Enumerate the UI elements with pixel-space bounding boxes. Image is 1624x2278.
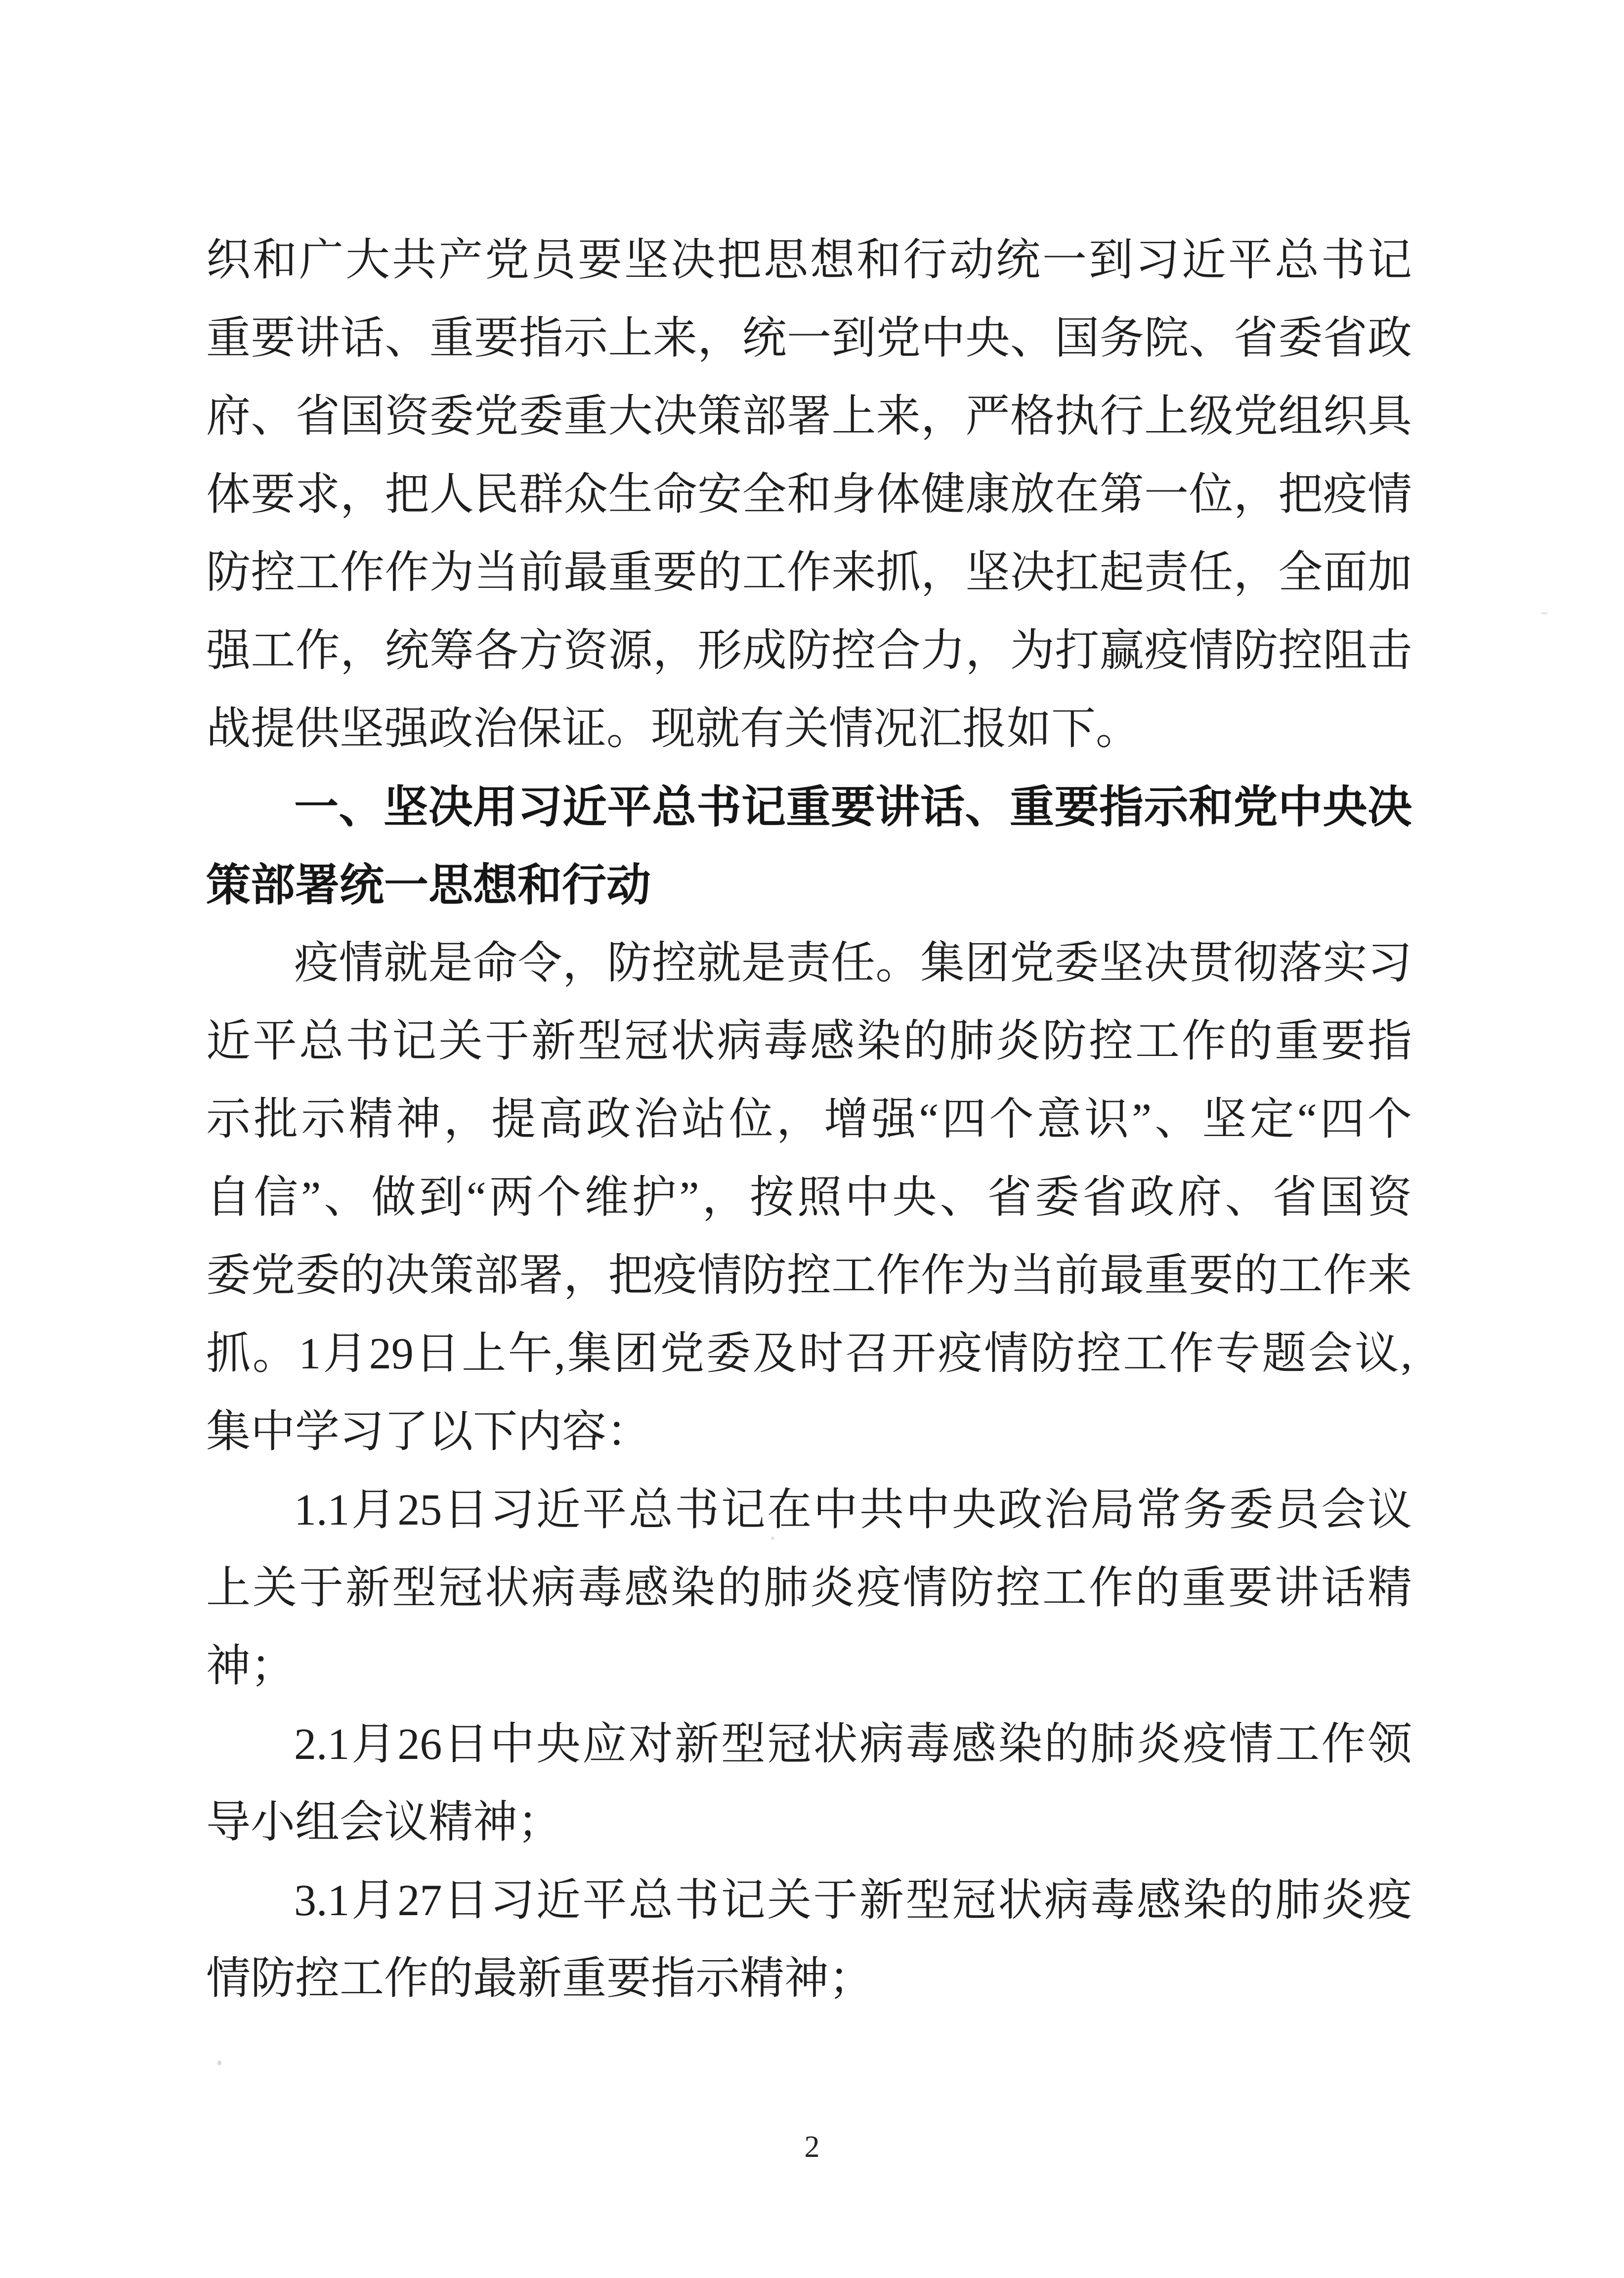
text-line: 体要求，把人民群众生命安全和身体健康放在第一位，把疫情	[206, 470, 1412, 519]
text-line: 委党委的决策部署，把疫情防控工作作为当前最重要的工作来	[206, 1251, 1412, 1300]
scan-artifact	[217, 2060, 221, 2065]
section-heading-line: 一、坚决用习近平总书记重要讲话、重要指示和党中央决	[294, 783, 1412, 832]
text-line: 集中学习了以下内容：	[206, 1407, 651, 1456]
list-item-line: 神；	[206, 1642, 295, 1691]
page-number: 2	[804, 2130, 820, 2164]
text-line: 防控工作作为当前最重要的工作来抓，坚决扛起责任，全面加	[206, 548, 1412, 597]
text-line: 自信”、做到“两个维护”，按照中央、省委省政府、省国资	[206, 1173, 1412, 1222]
list-item-line: 3.1月27日习近平总书记关于新型冠状病毒感染的肺炎疫	[294, 1876, 1412, 1925]
text-line: 战提供坚强政治保证。现就有关情况汇报如下。	[206, 704, 1140, 753]
text-line: 抓。1月29日上午,集团党委及时召开疫情防控工作专题会议,	[206, 1329, 1412, 1378]
scan-artifact	[771, 1536, 774, 1540]
list-item-line: 上关于新型冠状病毒感染的肺炎疫情防控工作的重要讲话精	[206, 1564, 1412, 1613]
text-line: 府、省国资委党委重大决策部署上来，严格执行上级党组织具	[206, 392, 1412, 441]
text-line: 织和广大共产党员要坚决把思想和行动统一到习近平总书记	[206, 236, 1412, 285]
text-line: 示批示精神，提高政治站位，增强“四个意识”、坚定“四个	[206, 1095, 1412, 1144]
text-line: 近平总书记关于新型冠状病毒感染的肺炎防控工作的重要指	[206, 1017, 1412, 1066]
section-heading-line: 策部署统一思想和行动	[206, 861, 651, 910]
list-item-line: 导小组会议精神；	[206, 1798, 562, 1847]
text-line: 疫情就是命令，防控就是责任。集团党委坚决贯彻落实习	[294, 939, 1412, 988]
list-item-line: 1.1月25日习近平总书记在中共中央政治局常务委员会议	[294, 1486, 1412, 1534]
text-line: 强工作，统筹各方资源，形成防控合力，为打赢疫情防控阻击	[206, 626, 1412, 675]
list-item-line: 2.1月26日中央应对新型冠状病毒感染的肺炎疫情工作领	[294, 1720, 1412, 1769]
scan-artifact	[1541, 612, 1548, 614]
text-line: 重要讲话、重要指示上来，统一到党中央、国务院、省委省政	[206, 314, 1412, 363]
document-body	[206, 221, 1412, 2018]
list-item-line: 情防控工作的最新重要指示精神；	[206, 1954, 873, 2003]
